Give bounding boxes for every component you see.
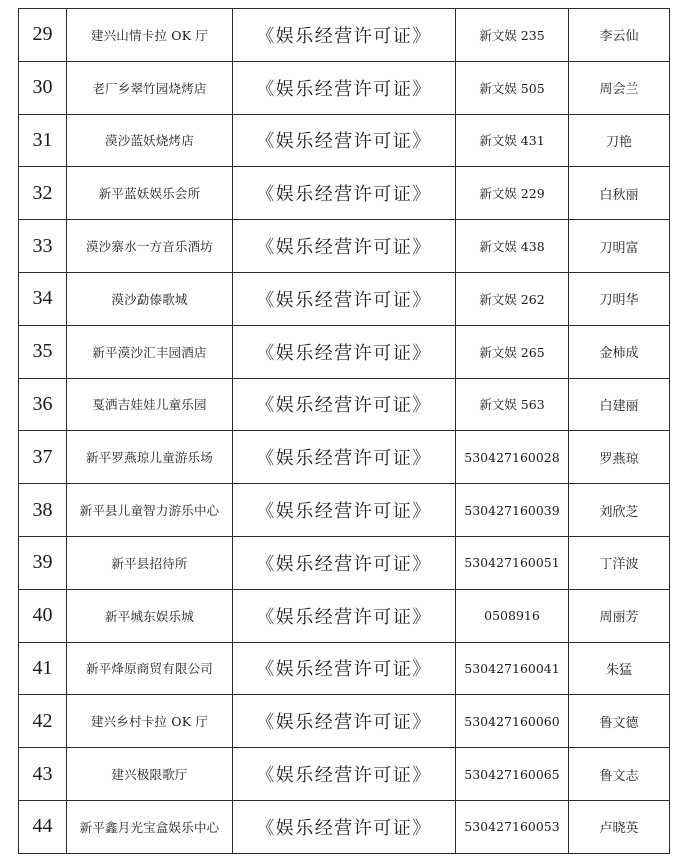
responsible-person: 丁洋波	[569, 536, 670, 589]
row-number: 33	[19, 220, 67, 273]
table-row	[19, 536, 670, 589]
venue-name: 建兴乡村卡拉 OK 厅	[67, 695, 233, 748]
table-row	[19, 61, 670, 114]
row-number: 31	[19, 114, 67, 167]
license-type: 《娱乐经营许可证》	[233, 748, 456, 801]
license-type: 《娱乐经营许可证》	[233, 220, 456, 273]
venue-name: 建兴山情卡拉 OK 厅	[67, 9, 233, 62]
license-type: 《娱乐经营许可证》	[233, 325, 456, 378]
license-number: 新文娱 229	[456, 167, 569, 220]
venue-name: 新平城东娱乐城	[67, 589, 233, 642]
license-type: 《娱乐经营许可证》	[233, 272, 456, 325]
responsible-person: 鲁文志	[569, 748, 670, 801]
venue-name: 新平县儿童智力游乐中心	[67, 484, 233, 537]
row-number: 38	[19, 484, 67, 537]
row-number: 40	[19, 589, 67, 642]
license-number: 新文娱 265	[456, 325, 569, 378]
responsible-person: 刀明华	[569, 272, 670, 325]
license-type: 《娱乐经营许可证》	[233, 800, 456, 853]
table-row	[19, 642, 670, 695]
license-type: 《娱乐经营许可证》	[233, 378, 456, 431]
table-body	[19, 9, 670, 854]
license-type: 《娱乐经营许可证》	[233, 642, 456, 695]
license-type: 《娱乐经营许可证》	[233, 9, 456, 62]
license-number: 530427160028	[456, 431, 569, 484]
license-number: 530427160051	[456, 536, 569, 589]
license-number: 530427160053	[456, 800, 569, 853]
venue-name: 漠沙蓝妖烧烤店	[67, 114, 233, 167]
row-number: 43	[19, 748, 67, 801]
table-row	[19, 800, 670, 853]
document-page	[18, 8, 664, 854]
table-row	[19, 484, 670, 537]
license-number: 新文娱 431	[456, 114, 569, 167]
row-number: 44	[19, 800, 67, 853]
license-type: 《娱乐经营许可证》	[233, 431, 456, 484]
venue-name: 老厂乡翠竹园烧烤店	[67, 61, 233, 114]
license-number: 新文娱 262	[456, 272, 569, 325]
row-number: 39	[19, 536, 67, 589]
responsible-person: 刀艳	[569, 114, 670, 167]
row-number: 36	[19, 378, 67, 431]
venue-name: 戛洒吉娃娃儿童乐园	[67, 378, 233, 431]
license-type: 《娱乐经营许可证》	[233, 61, 456, 114]
responsible-person: 刀明富	[569, 220, 670, 273]
table-row	[19, 748, 670, 801]
license-number: 530427160039	[456, 484, 569, 537]
table-row	[19, 378, 670, 431]
table-row	[19, 589, 670, 642]
row-number: 37	[19, 431, 67, 484]
responsible-person: 刘欣芝	[569, 484, 670, 537]
venue-name: 漠沙勐傣歌城	[67, 272, 233, 325]
venue-name: 新平漠沙汇丰园酒店	[67, 325, 233, 378]
license-type: 《娱乐经营许可证》	[233, 484, 456, 537]
row-number: 32	[19, 167, 67, 220]
responsible-person: 罗燕琼	[569, 431, 670, 484]
table-row	[19, 220, 670, 273]
venue-name: 漠沙寨水一方音乐酒坊	[67, 220, 233, 273]
license-number: 530427160060	[456, 695, 569, 748]
license-number: 新文娱 563	[456, 378, 569, 431]
responsible-person: 白建丽	[569, 378, 670, 431]
responsible-person: 白秋丽	[569, 167, 670, 220]
license-number: 530427160041	[456, 642, 569, 695]
table-row	[19, 167, 670, 220]
license-type: 《娱乐经营许可证》	[233, 114, 456, 167]
table-row	[19, 272, 670, 325]
responsible-person: 鲁文德	[569, 695, 670, 748]
venue-name: 新平县招待所	[67, 536, 233, 589]
responsible-person: 卢晓英	[569, 800, 670, 853]
row-number: 34	[19, 272, 67, 325]
table-row	[19, 695, 670, 748]
license-number: 新文娱 235	[456, 9, 569, 62]
row-number: 41	[19, 642, 67, 695]
venue-name: 新平蓝妖娱乐会所	[67, 167, 233, 220]
license-type: 《娱乐经营许可证》	[233, 589, 456, 642]
venue-name: 新平烽原商贸有限公司	[67, 642, 233, 695]
venue-name: 新平鑫月光宝盒娱乐中心	[67, 800, 233, 853]
row-number: 42	[19, 695, 67, 748]
responsible-person: 金柿成	[569, 325, 670, 378]
license-table	[18, 8, 670, 854]
license-number: 新文娱 505	[456, 61, 569, 114]
license-number: 新文娱 438	[456, 220, 569, 273]
row-number: 29	[19, 9, 67, 62]
license-type: 《娱乐经营许可证》	[233, 536, 456, 589]
table-row	[19, 114, 670, 167]
responsible-person: 周丽芳	[569, 589, 670, 642]
table-row	[19, 325, 670, 378]
venue-name: 建兴极限歌厅	[67, 748, 233, 801]
license-number: 530427160065	[456, 748, 569, 801]
row-number: 35	[19, 325, 67, 378]
license-type: 《娱乐经营许可证》	[233, 695, 456, 748]
license-type: 《娱乐经营许可证》	[233, 167, 456, 220]
row-number: 30	[19, 61, 67, 114]
responsible-person: 朱猛	[569, 642, 670, 695]
table-row	[19, 9, 670, 62]
venue-name: 新平罗燕琼儿童游乐场	[67, 431, 233, 484]
table-row	[19, 431, 670, 484]
license-number: 0508916	[456, 589, 569, 642]
responsible-person: 周会兰	[569, 61, 670, 114]
responsible-person: 李云仙	[569, 9, 670, 62]
